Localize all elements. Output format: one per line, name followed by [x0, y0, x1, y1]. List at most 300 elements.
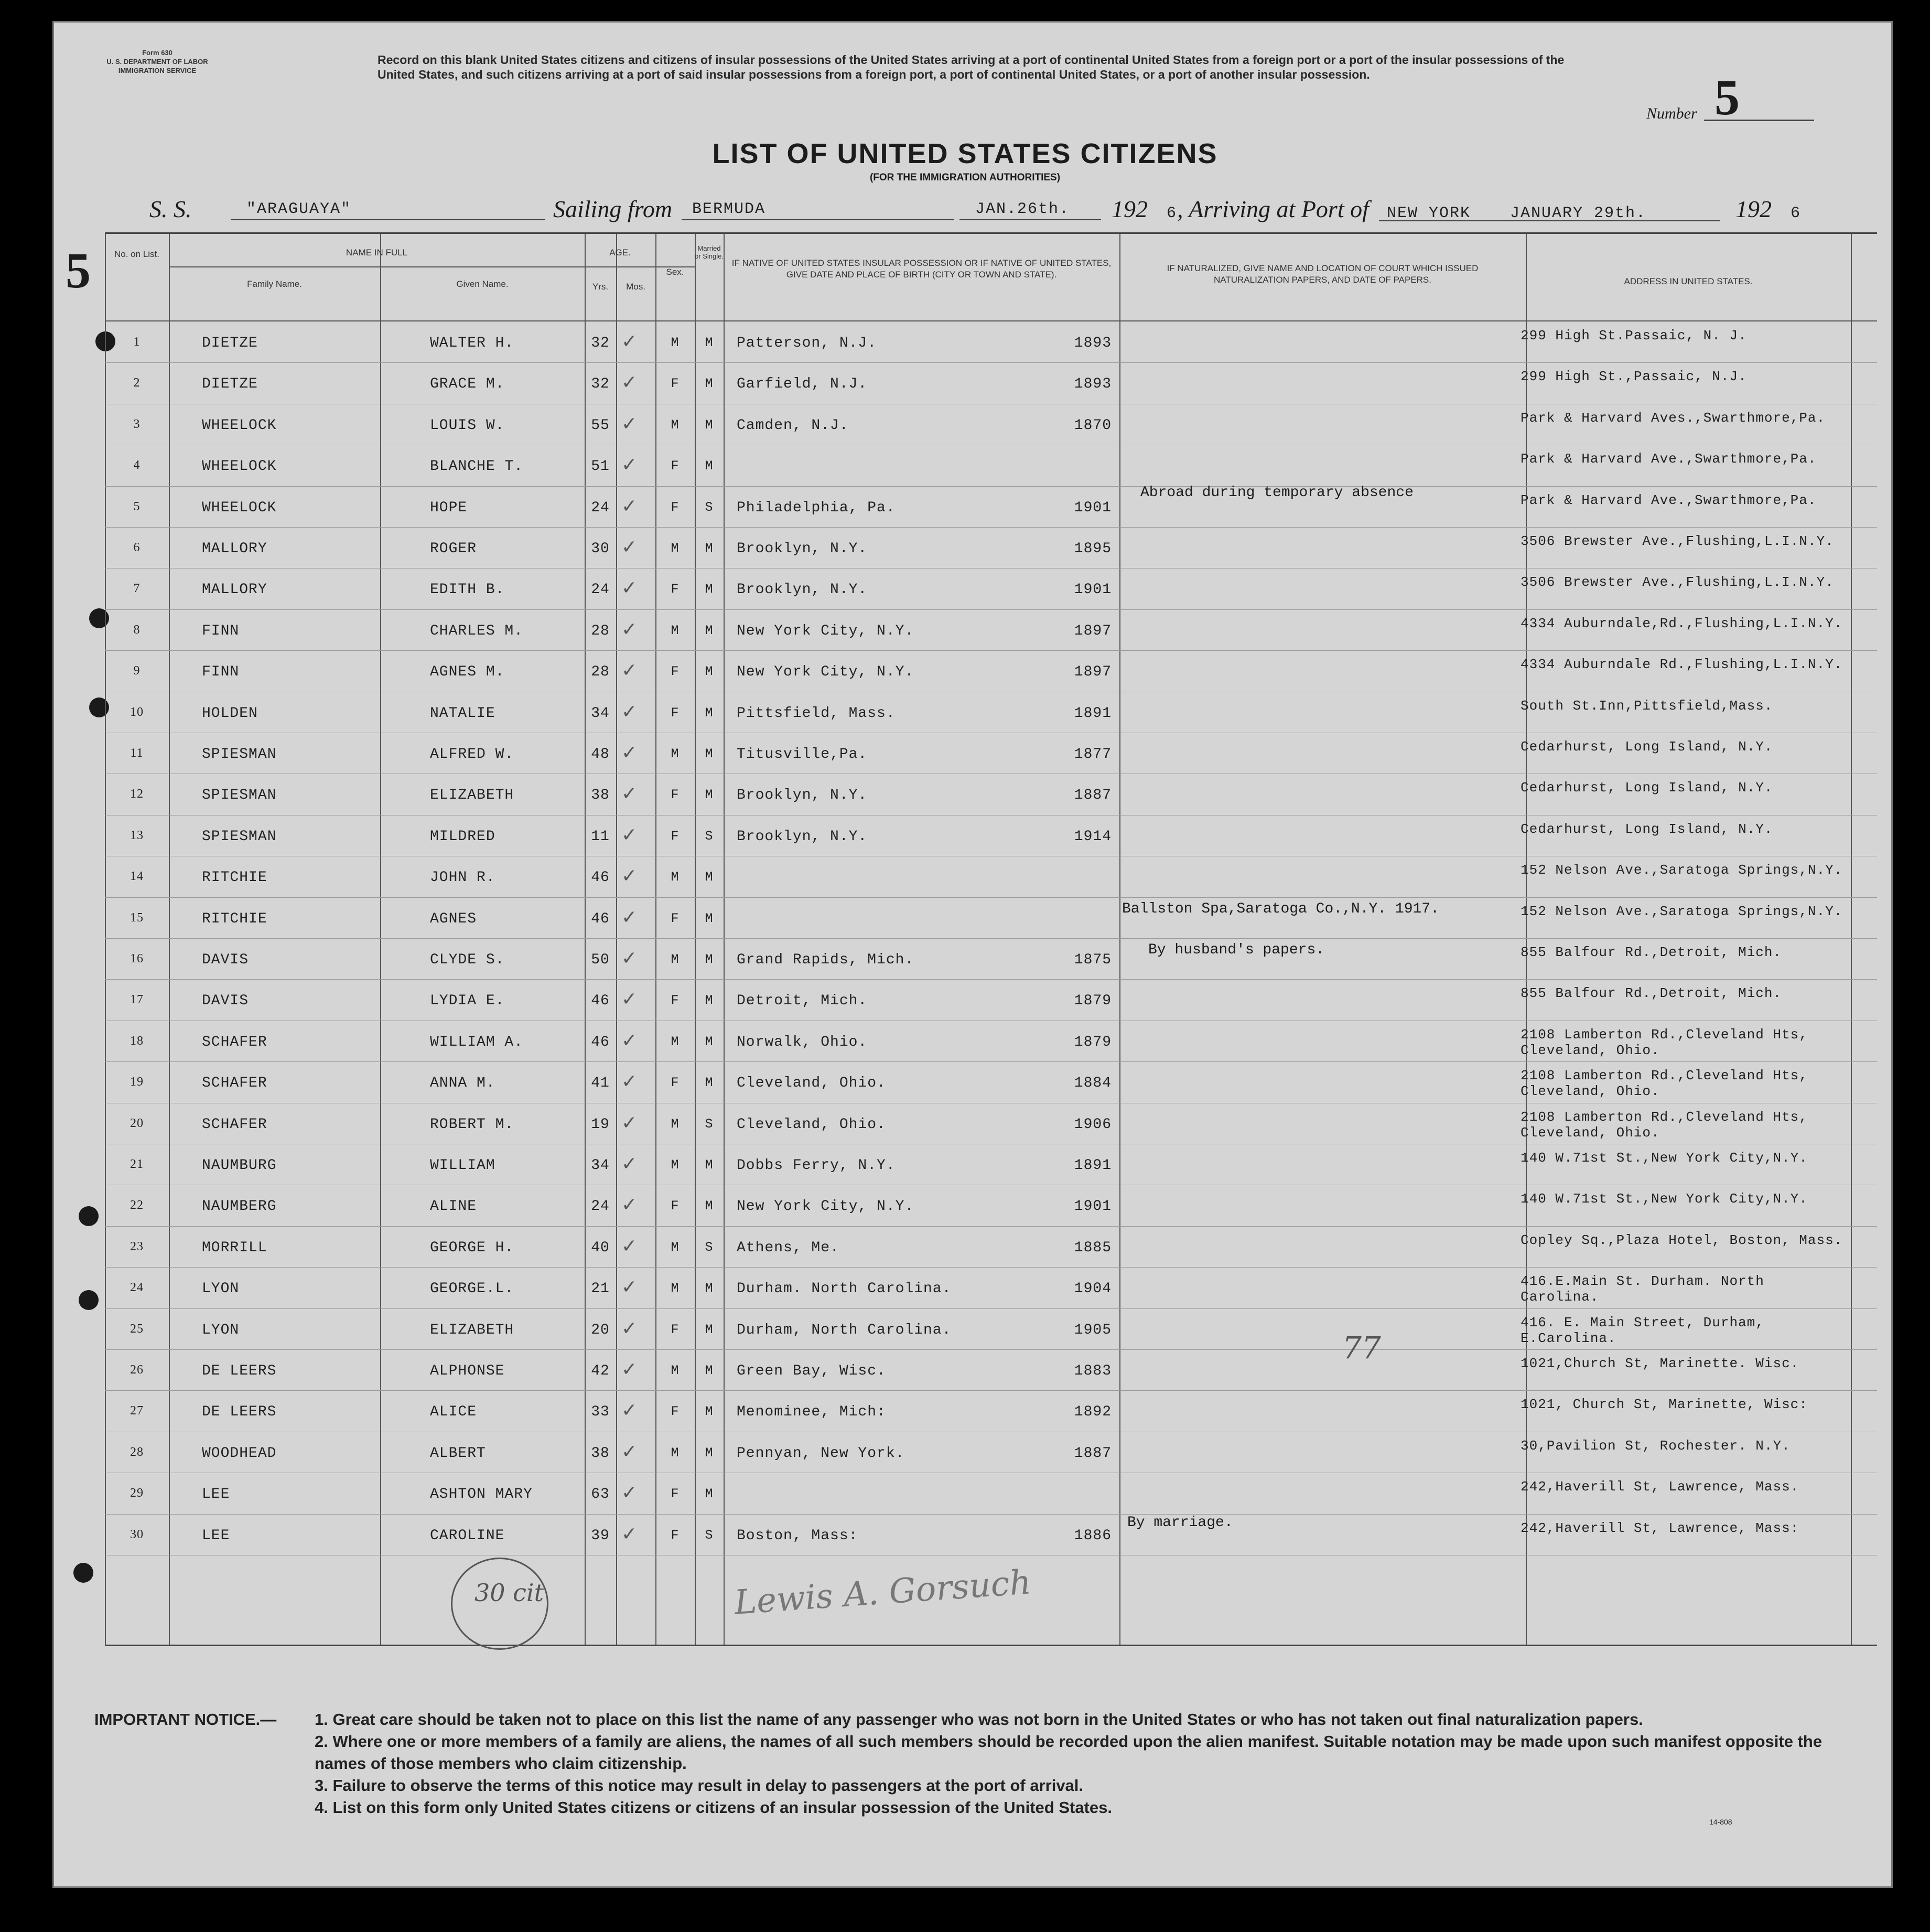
given-name: AGNES: [430, 910, 477, 927]
birth-place: Durham, North Carolina.: [737, 1322, 952, 1338]
birth-year: 1891: [1074, 1157, 1112, 1174]
given-name: MILDRED: [430, 828, 495, 845]
age-years: 51: [591, 458, 610, 475]
birth-year: 1879: [1074, 993, 1112, 1010]
page-title: LIST OF UNITED STATES CITIZENS: [712, 138, 1218, 169]
given-name: BLANCHE T.: [430, 458, 524, 475]
sex: F: [671, 664, 680, 680]
birth-place: Athens, Me.: [737, 1239, 839, 1256]
us-address: Park & Harvard Aves.,Swarthmore,Pa.: [1521, 410, 1826, 426]
marital-status: M: [705, 664, 714, 680]
table-row: [105, 1308, 1877, 1350]
marital-status: M: [705, 582, 714, 597]
age-years: 24: [591, 499, 610, 516]
checkmark-icon: ✓: [621, 331, 638, 352]
birth-place: New York City, N.Y.: [737, 664, 914, 681]
age-years: 38: [591, 1445, 610, 1462]
table-row: [105, 609, 1877, 651]
given-name: CLYDE S.: [430, 952, 505, 968]
birth-year: 1884: [1074, 1075, 1112, 1092]
us-address: Copley Sq.,Plaza Hotel, Boston, Mass.: [1521, 1232, 1843, 1248]
side-number: 5: [66, 242, 91, 298]
us-address: 3506 Brewster Ave.,Flushing,L.I.N.Y.: [1521, 533, 1834, 549]
sex: M: [671, 417, 680, 433]
us-address: 299 High St.,Passaic, N.J.: [1521, 369, 1747, 385]
count-note: 30 cit: [475, 1579, 544, 1607]
sex: M: [671, 541, 680, 556]
header-age: AGE.: [609, 248, 631, 257]
row-number: 13: [130, 828, 144, 842]
row-number: 8: [133, 622, 141, 637]
binder-hole: [73, 1563, 93, 1583]
birth-year: 1901: [1074, 582, 1112, 598]
age-years: 11: [591, 828, 610, 845]
table-row: [105, 568, 1877, 609]
birth-year: 1887: [1074, 1445, 1112, 1462]
row-number: 28: [130, 1445, 144, 1459]
marital-status: M: [705, 622, 714, 638]
age-years: 48: [591, 746, 610, 763]
age-years: 41: [591, 1075, 610, 1092]
us-address: 416. E. Main Street, Durham, E.Carolina.: [1521, 1314, 1764, 1346]
family-name: RITCHIE: [202, 870, 267, 886]
family-name: WOODHEAD: [202, 1445, 277, 1462]
table-row: [105, 404, 1877, 445]
ss-label: S. S.: [149, 196, 192, 222]
family-name: SPIESMAN: [202, 828, 277, 845]
checkmark-icon: ✓: [621, 906, 638, 928]
given-name: ALPHONSE: [430, 1363, 505, 1379]
us-address: 152 Nelson Ave.,Saratoga Springs,N.Y.: [1521, 862, 1843, 878]
marital-status: M: [705, 417, 714, 433]
number-underline: [1704, 120, 1814, 121]
row-number: 25: [130, 1322, 144, 1336]
birth-year: 1879: [1074, 1034, 1112, 1050]
family-name: NAUMBERG: [202, 1198, 277, 1215]
marital-status: M: [705, 993, 714, 1008]
header-no: No. on List.: [114, 249, 159, 259]
marital-status: S: [705, 1116, 714, 1132]
birth-year: 1875: [1074, 952, 1112, 968]
family-name: DAVIS: [202, 993, 249, 1010]
checkmark-icon: ✓: [621, 1112, 638, 1134]
sex: F: [671, 376, 680, 392]
sex: M: [671, 870, 680, 885]
footer-code: 14-808: [1709, 1818, 1732, 1826]
birth-year: 1885: [1074, 1239, 1112, 1256]
us-address: 242,Haverill St, Lawrence, Mass:: [1521, 1520, 1799, 1536]
table-row: [105, 362, 1877, 404]
header-sex: Sex.: [666, 267, 684, 277]
age-years: 55: [591, 417, 610, 434]
row-number: 18: [130, 1034, 144, 1048]
given-name: GEORGE.L.: [430, 1281, 514, 1297]
marital-status: M: [705, 458, 714, 474]
given-name: LYDIA E.: [430, 993, 505, 1010]
table-row: [105, 321, 1877, 363]
given-name: ALFRED W.: [430, 746, 514, 763]
family-name: LYON: [202, 1322, 240, 1338]
us-address: 140 W.71st St.,New York City,N.Y.: [1521, 1150, 1808, 1166]
birth-year: 1906: [1074, 1116, 1112, 1133]
family-name: WHEELOCK: [202, 458, 277, 475]
row-number: 9: [133, 664, 141, 678]
given-name: NATALIE: [430, 705, 495, 722]
naturalization-note-row-29: By marriage.: [1127, 1515, 1233, 1531]
family-name: WHEELOCK: [202, 499, 277, 516]
checkmark-icon: ✓: [621, 1482, 638, 1504]
marital-status: M: [705, 1322, 714, 1337]
birth-place: Brooklyn, N.Y.: [737, 582, 868, 598]
row-number: 16: [130, 952, 144, 965]
table-row: [105, 1267, 1877, 1308]
notice-item-1: 1. Great care should be taken not to place on this list the name of any passenger who was not born in the United States or who has not taken out final naturalization papers.: [315, 1710, 1643, 1729]
marital-status: M: [705, 705, 714, 721]
birth-place: Pittsfield, Mass.: [737, 705, 896, 722]
marital-status: M: [705, 376, 714, 392]
row-number: 27: [130, 1404, 144, 1418]
given-name: CAROLINE: [430, 1527, 505, 1544]
age-years: 32: [591, 335, 610, 351]
header-subline: [169, 266, 695, 267]
sex: M: [671, 622, 680, 638]
table-row: [105, 1103, 1877, 1144]
given-name: ANNA M.: [430, 1075, 495, 1092]
us-address: 2108 Lamberton Rd.,Cleveland Hts, Cleveland, Ohio.: [1521, 1109, 1808, 1141]
age-years: 33: [591, 1404, 610, 1421]
birth-place: Grand Rapids, Mich.: [737, 952, 914, 968]
table-row: [105, 1021, 1877, 1062]
sex: F: [671, 1404, 680, 1420]
birth-year: 1893: [1074, 376, 1112, 393]
marital-status: S: [705, 499, 714, 515]
sex: F: [671, 705, 680, 721]
birth-year: 1883: [1074, 1363, 1112, 1379]
table-row: [105, 938, 1877, 980]
us-address: Park & Harvard Ave.,Swarthmore,Pa.: [1521, 492, 1817, 508]
checkmark-icon: ✓: [621, 1153, 638, 1175]
birth-place: Cleveland, Ohio.: [737, 1075, 886, 1092]
age-years: 63: [591, 1486, 610, 1503]
table-row: [105, 1473, 1877, 1514]
table-row: [105, 733, 1877, 774]
sex: F: [671, 1198, 680, 1214]
row-number: 6: [133, 541, 141, 554]
arriving-label: , Arriving at Port of: [1177, 196, 1369, 222]
age-years: 42: [591, 1363, 610, 1379]
sex: F: [671, 910, 680, 926]
family-name: SCHAFER: [202, 1034, 267, 1050]
row-number: 17: [130, 993, 144, 1007]
header-address: ADDRESS IN UNITED STATES.: [1624, 276, 1753, 286]
checkmark-icon: ✓: [621, 1194, 638, 1216]
row-number: 15: [130, 910, 144, 925]
birth-year: 1901: [1074, 1198, 1112, 1215]
marital-status: M: [705, 952, 714, 967]
table-row: [105, 1390, 1877, 1432]
birth-place: New York City, N.Y.: [737, 622, 914, 639]
marital-status: M: [705, 787, 714, 803]
age-years: 19: [591, 1116, 610, 1133]
birth-place: Brooklyn, N.Y.: [737, 541, 868, 557]
age-years: 30: [591, 541, 610, 557]
us-address: 855 Balfour Rd.,Detroit, Mich.: [1521, 944, 1782, 960]
birth-place: Norwalk, Ohio.: [737, 1034, 868, 1050]
family-name: FINN: [202, 622, 240, 639]
signature: Lewis A. Gorsuch: [733, 1563, 1032, 1623]
date-to: JANUARY 29th.: [1510, 205, 1647, 222]
checkmark-icon: ✓: [621, 1276, 638, 1298]
row-number: 10: [130, 705, 144, 719]
birth-year: 1877: [1074, 746, 1112, 763]
important-notice: [94, 1709, 1825, 1819]
table-row: [105, 1144, 1877, 1185]
sex: M: [671, 1363, 680, 1378]
age-years: 38: [591, 787, 610, 804]
header-naturalized: IF NATURALIZED, GIVE NAME AND LOCATION OF COURT WHICH ISSUED NATURALIZATION PAPERS, AND DATE OF PAPERS.: [1167, 263, 1479, 285]
sex: M: [671, 1116, 680, 1132]
checkmark-icon: ✓: [621, 495, 638, 517]
row-number: 23: [130, 1239, 144, 1253]
given-name: LOUIS W.: [430, 417, 505, 434]
port-to-underline: [1379, 220, 1720, 221]
marital-status: S: [705, 828, 714, 844]
header-mos: Mos.: [626, 282, 645, 292]
header-yrs: Yrs.: [592, 282, 609, 292]
us-address: 1021, Church St, Marinette, Wisc:: [1521, 1397, 1808, 1413]
naturalization-note-row-4: Abroad during temporary absence: [1140, 485, 1414, 501]
row-number: 19: [130, 1075, 144, 1089]
marital-status: M: [705, 1198, 714, 1214]
family-name: SPIESMAN: [202, 746, 277, 763]
checkmark-icon: ✓: [621, 1317, 638, 1339]
checkmark-icon: ✓: [621, 742, 638, 764]
given-name: ALICE: [430, 1404, 477, 1421]
checkmark-icon: ✓: [621, 372, 638, 394]
margin-number: 77: [1342, 1330, 1381, 1366]
marital-status: M: [705, 1363, 714, 1378]
birth-year: 1893: [1074, 335, 1112, 351]
checkmark-icon: ✓: [621, 1071, 638, 1093]
header-name-in-full: NAME IN FULL: [346, 248, 408, 257]
given-name: JOHN R.: [430, 870, 495, 886]
table-row: [105, 527, 1877, 568]
table-row: [105, 1349, 1877, 1391]
header-given: Given Name.: [456, 279, 509, 289]
checkmark-icon: ✓: [621, 1400, 638, 1422]
marital-status: S: [705, 1527, 714, 1543]
table-row: [105, 445, 1877, 486]
marital-status: M: [705, 870, 714, 885]
sex: M: [671, 1445, 680, 1461]
header-birth: IF NATIVE OF UNITED STATES INSULAR POSSESSION OR IF NATIVE OF UNITED STATES, GIVE DATE AND PLACE OF BIRTH (CITY OR TOWN AND STATE).: [731, 258, 1112, 280]
birth-year: 1901: [1074, 499, 1112, 516]
family-name: DIETZE: [202, 335, 258, 351]
birth-place: Menominee, Mich:: [737, 1404, 886, 1421]
us-address: 30,Pavilion St, Rochester. N.Y.: [1521, 1437, 1791, 1454]
table-row: [105, 1061, 1877, 1103]
marital-status: M: [705, 1486, 714, 1502]
age-years: 24: [591, 1198, 610, 1215]
family-name: LYON: [202, 1281, 240, 1297]
us-address: Park & Harvard Ave.,Swarthmore,Pa.: [1521, 451, 1817, 467]
sex: M: [671, 1239, 680, 1255]
birth-place: Titusville,Pa.: [737, 746, 868, 763]
table-row: [105, 486, 1877, 528]
sailing-label: Sailing from: [553, 196, 673, 222]
sex: M: [671, 335, 680, 350]
birth-year: 1897: [1074, 622, 1112, 639]
birth-year: 1904: [1074, 1281, 1112, 1297]
binder-hole: [79, 1290, 99, 1310]
notice-item-4: 4. List on this form only United States citizens or citizens of an insular possession of the United States.: [315, 1798, 1112, 1817]
sex: M: [671, 1281, 680, 1296]
row-number: 7: [133, 582, 141, 596]
header-married: Married or Single.: [695, 244, 724, 260]
us-address: 855 Balfour Rd.,Detroit, Mich.: [1521, 985, 1782, 1002]
given-name: EDITH B.: [430, 582, 505, 598]
given-name: WILLIAM: [430, 1157, 495, 1174]
sex: F: [671, 1527, 680, 1543]
table-row: [105, 692, 1877, 733]
given-name: ALINE: [430, 1198, 477, 1215]
binder-hole: [79, 1206, 99, 1226]
age-years: 50: [591, 952, 610, 968]
birth-place: Cleveland, Ohio.: [737, 1116, 886, 1133]
year-digit: 6: [1167, 205, 1178, 222]
family-name: DE LEERS: [202, 1363, 277, 1379]
given-name: ALBERT: [430, 1445, 486, 1462]
family-name: MORRILL: [202, 1239, 267, 1256]
sex: F: [671, 582, 680, 597]
checkmark-icon: ✓: [621, 536, 638, 558]
marital-status: M: [705, 335, 714, 350]
marital-status: M: [705, 1075, 714, 1091]
checkmark-icon: ✓: [621, 1029, 638, 1051]
ship-name: "ARAGUAYA": [246, 200, 352, 218]
row-number: 14: [130, 870, 144, 884]
given-name: WILLIAM A.: [430, 1034, 524, 1050]
row-number: 29: [130, 1486, 144, 1500]
birth-place: New York City, N.Y.: [737, 1198, 914, 1215]
birth-place: Brooklyn, N.Y.: [737, 787, 868, 804]
family-name: SCHAFER: [202, 1075, 267, 1092]
us-address: 3506 Brewster Ave.,Flushing,L.I.N.Y.: [1521, 574, 1834, 591]
birth-place: Detroit, Mich.: [737, 993, 868, 1010]
birth-place: Durham. North Carolina.: [737, 1281, 952, 1297]
sex: M: [671, 1034, 680, 1049]
age-years: 46: [591, 1034, 610, 1050]
page-subtitle: (FOR THE IMMIGRATION AUTHORITIES): [869, 172, 1061, 183]
marital-status: M: [705, 541, 714, 556]
sex: M: [671, 746, 680, 761]
ship-underline: [231, 219, 545, 220]
sex: F: [671, 499, 680, 515]
given-name: ELIZABETH: [430, 1322, 514, 1338]
naturalization-note-row-15: By husband's papers.: [1148, 942, 1325, 958]
us-address: 4334 Auburndale Rd.,Flushing,L.I.N.Y.: [1521, 657, 1843, 673]
us-address: 140 W.71st St.,New York City,N.Y.: [1521, 1191, 1808, 1207]
family-name: SCHAFER: [202, 1116, 267, 1133]
checkmark-icon: ✓: [621, 989, 638, 1011]
checkmark-icon: ✓: [621, 1523, 638, 1545]
marital-status: S: [705, 1239, 714, 1255]
table-row: [105, 1514, 1877, 1555]
birth-year: 1887: [1074, 787, 1112, 804]
sex: M: [671, 1157, 680, 1173]
family-name: DAVIS: [202, 952, 249, 968]
table-row: [105, 774, 1877, 815]
family-name: WHEELOCK: [202, 417, 277, 434]
marital-status: M: [705, 1281, 714, 1296]
family-name: FINN: [202, 664, 240, 681]
birth-year: 1897: [1074, 664, 1112, 681]
checkmark-icon: ✓: [621, 413, 638, 435]
department: U. S. DEPARTMENT OF LABOR: [106, 58, 208, 66]
row-number: 21: [130, 1157, 144, 1171]
age-years: 21: [591, 1281, 610, 1297]
checkmark-icon: ✓: [621, 783, 638, 805]
birth-place: Philadelphia, Pa.: [737, 499, 896, 516]
naturalization-note-row-14: Ballston Spa,Saratoga Co.,N.Y. 1917.: [1122, 901, 1439, 917]
checkmark-icon: ✓: [621, 1235, 638, 1257]
table-row: [105, 1226, 1877, 1268]
date-from: JAN.26th.: [975, 200, 1070, 218]
checkmark-icon: ✓: [621, 577, 638, 599]
port-to: NEW YORK: [1387, 205, 1471, 222]
checkmark-icon: ✓: [621, 948, 638, 969]
given-name: CHARLES M.: [430, 622, 524, 639]
row-number: 4: [133, 458, 141, 473]
year2-digit: 6: [1791, 205, 1802, 222]
sex: F: [671, 787, 680, 803]
marital-status: M: [705, 1445, 714, 1461]
given-name: HOPE: [430, 499, 468, 516]
us-address: 1021,Church St, Marinette. Wisc.: [1521, 1356, 1799, 1371]
notice-item-2: 2. Where one or more members of a family are aliens, the names of all such members should be recorded upon the alien manifest. Suitable notation may be made upon such manifest opposite the names of those members who claim citizenship.: [315, 1732, 1823, 1773]
row-number: 1: [133, 335, 141, 349]
year-prefix: 192: [1112, 196, 1148, 222]
given-name: GRACE M.: [430, 376, 505, 393]
number-label: Number: [1646, 105, 1697, 122]
birth-place: Brooklyn, N.Y.: [737, 828, 868, 845]
birth-year: 1870: [1074, 417, 1112, 434]
us-address: 152 Nelson Ave.,Saratoga Springs,N.Y.: [1521, 903, 1843, 919]
notice-heading: IMPORTANT NOTICE.—: [94, 1710, 277, 1729]
us-address: 4334 Auburndale,Rd.,Flushing,L.I.N.Y.: [1521, 615, 1843, 631]
age-years: 40: [591, 1239, 610, 1256]
given-name: AGNES M.: [430, 664, 505, 681]
row-number: 2: [133, 376, 141, 390]
us-address: 299 High St.Passaic, N. J.: [1521, 328, 1747, 344]
family-name: DIETZE: [202, 376, 258, 393]
checkmark-icon: ✓: [621, 1359, 638, 1380]
table-row: [105, 897, 1877, 939]
sex: M: [671, 952, 680, 967]
family-name: LEE: [202, 1527, 230, 1544]
age-years: 34: [591, 705, 610, 722]
age-years: 20: [591, 1322, 610, 1338]
table-row: [105, 856, 1877, 897]
given-name: ASHTON MARY: [430, 1486, 533, 1503]
row-number: 5: [133, 499, 141, 513]
birth-place: Pennyan, New York.: [737, 1445, 905, 1462]
family-name: MALLORY: [202, 541, 267, 557]
birth-place: Dobbs Ferry, N.Y.: [737, 1157, 896, 1174]
checkmark-icon: ✓: [621, 701, 638, 723]
sex: F: [671, 1075, 680, 1091]
row-number: 30: [130, 1527, 144, 1541]
